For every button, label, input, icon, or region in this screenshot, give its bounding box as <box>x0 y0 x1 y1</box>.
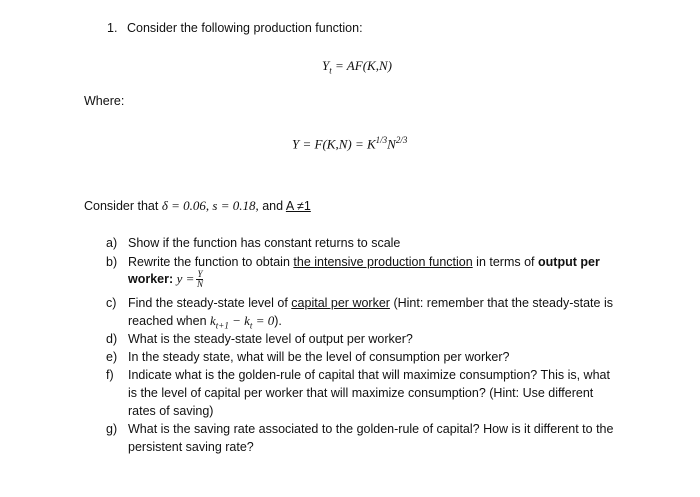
where-label: Where: <box>84 94 125 108</box>
item-d-text: What is the steady-state level of output per worker? <box>128 332 413 346</box>
item-f-line2: is the level of capital per worker that will maximize consumption? (Hint: Use different <box>128 386 594 400</box>
item-letter-d: d) <box>106 332 118 346</box>
item-a-text: Show if the function has constant returns to scale <box>128 236 401 250</box>
item-c-post: (Hint: remember that the steady-state is <box>393 296 613 310</box>
item-c-close: ). <box>274 314 282 328</box>
item-f-line1: Indicate what is the golden-rule of capital that will maximize consumption? This is, what <box>128 368 610 382</box>
steady-state-condition: $k_{t+1} - k_t = 0$ <box>210 313 275 331</box>
consider-line <box>84 198 311 214</box>
question-intro: Consider the following production function: <box>127 21 363 35</box>
condition-a: A ≠1 <box>285 199 311 213</box>
worker-label: worker: <box>128 271 174 286</box>
item-e-text: In the steady state, what will be the level of consumption per worker? <box>128 350 510 364</box>
y-over-n-fraction: $\frac{Y}{N}$ <box>196 269 203 289</box>
item-letter-b: b) <box>106 255 118 269</box>
consider-and: and <box>262 199 284 213</box>
item-c-line2 <box>128 313 282 331</box>
question-number: 1. <box>107 21 118 35</box>
y-equals: y = <box>176 270 195 286</box>
parameter-values: δ = 0.06, s = 0.18, <box>161 198 259 213</box>
item-b-pre: Rewrite the function to obtain <box>128 255 290 269</box>
item-letter-g: g) <box>106 422 118 436</box>
item-c-reached: reached when <box>128 314 207 328</box>
item-letter-f: f) <box>106 368 114 382</box>
item-g-line1: What is the saving rate associated to the golden-rule of capital? How is it different to the <box>128 422 614 436</box>
item-letter-c: c) <box>106 296 117 310</box>
item-g-line2: persistent saving rate? <box>128 440 254 454</box>
capital-per-worker-link: capital per worker <box>291 296 390 310</box>
item-letter-e: e) <box>106 350 118 364</box>
item-c-line1 <box>128 296 613 310</box>
item-f-line3: rates of saving) <box>128 404 214 418</box>
item-b-bold: output per <box>538 255 600 269</box>
item-c-pre: Find the steady-state level of <box>128 296 288 310</box>
equation-cobb-douglas: $Y = F(K,N) = K^{1/3}N^{2/3}$ <box>292 135 408 152</box>
item-b-line2 <box>128 270 203 289</box>
intensive-function-link: the intensive production function <box>293 255 473 269</box>
consider-prefix: Consider that <box>84 199 159 213</box>
item-b-line1 <box>128 255 600 269</box>
item-letter-a: a) <box>106 236 118 250</box>
equation-production: $Y_t = AF(K,N)$ <box>322 58 392 76</box>
item-b-mid: in terms of <box>476 255 535 269</box>
